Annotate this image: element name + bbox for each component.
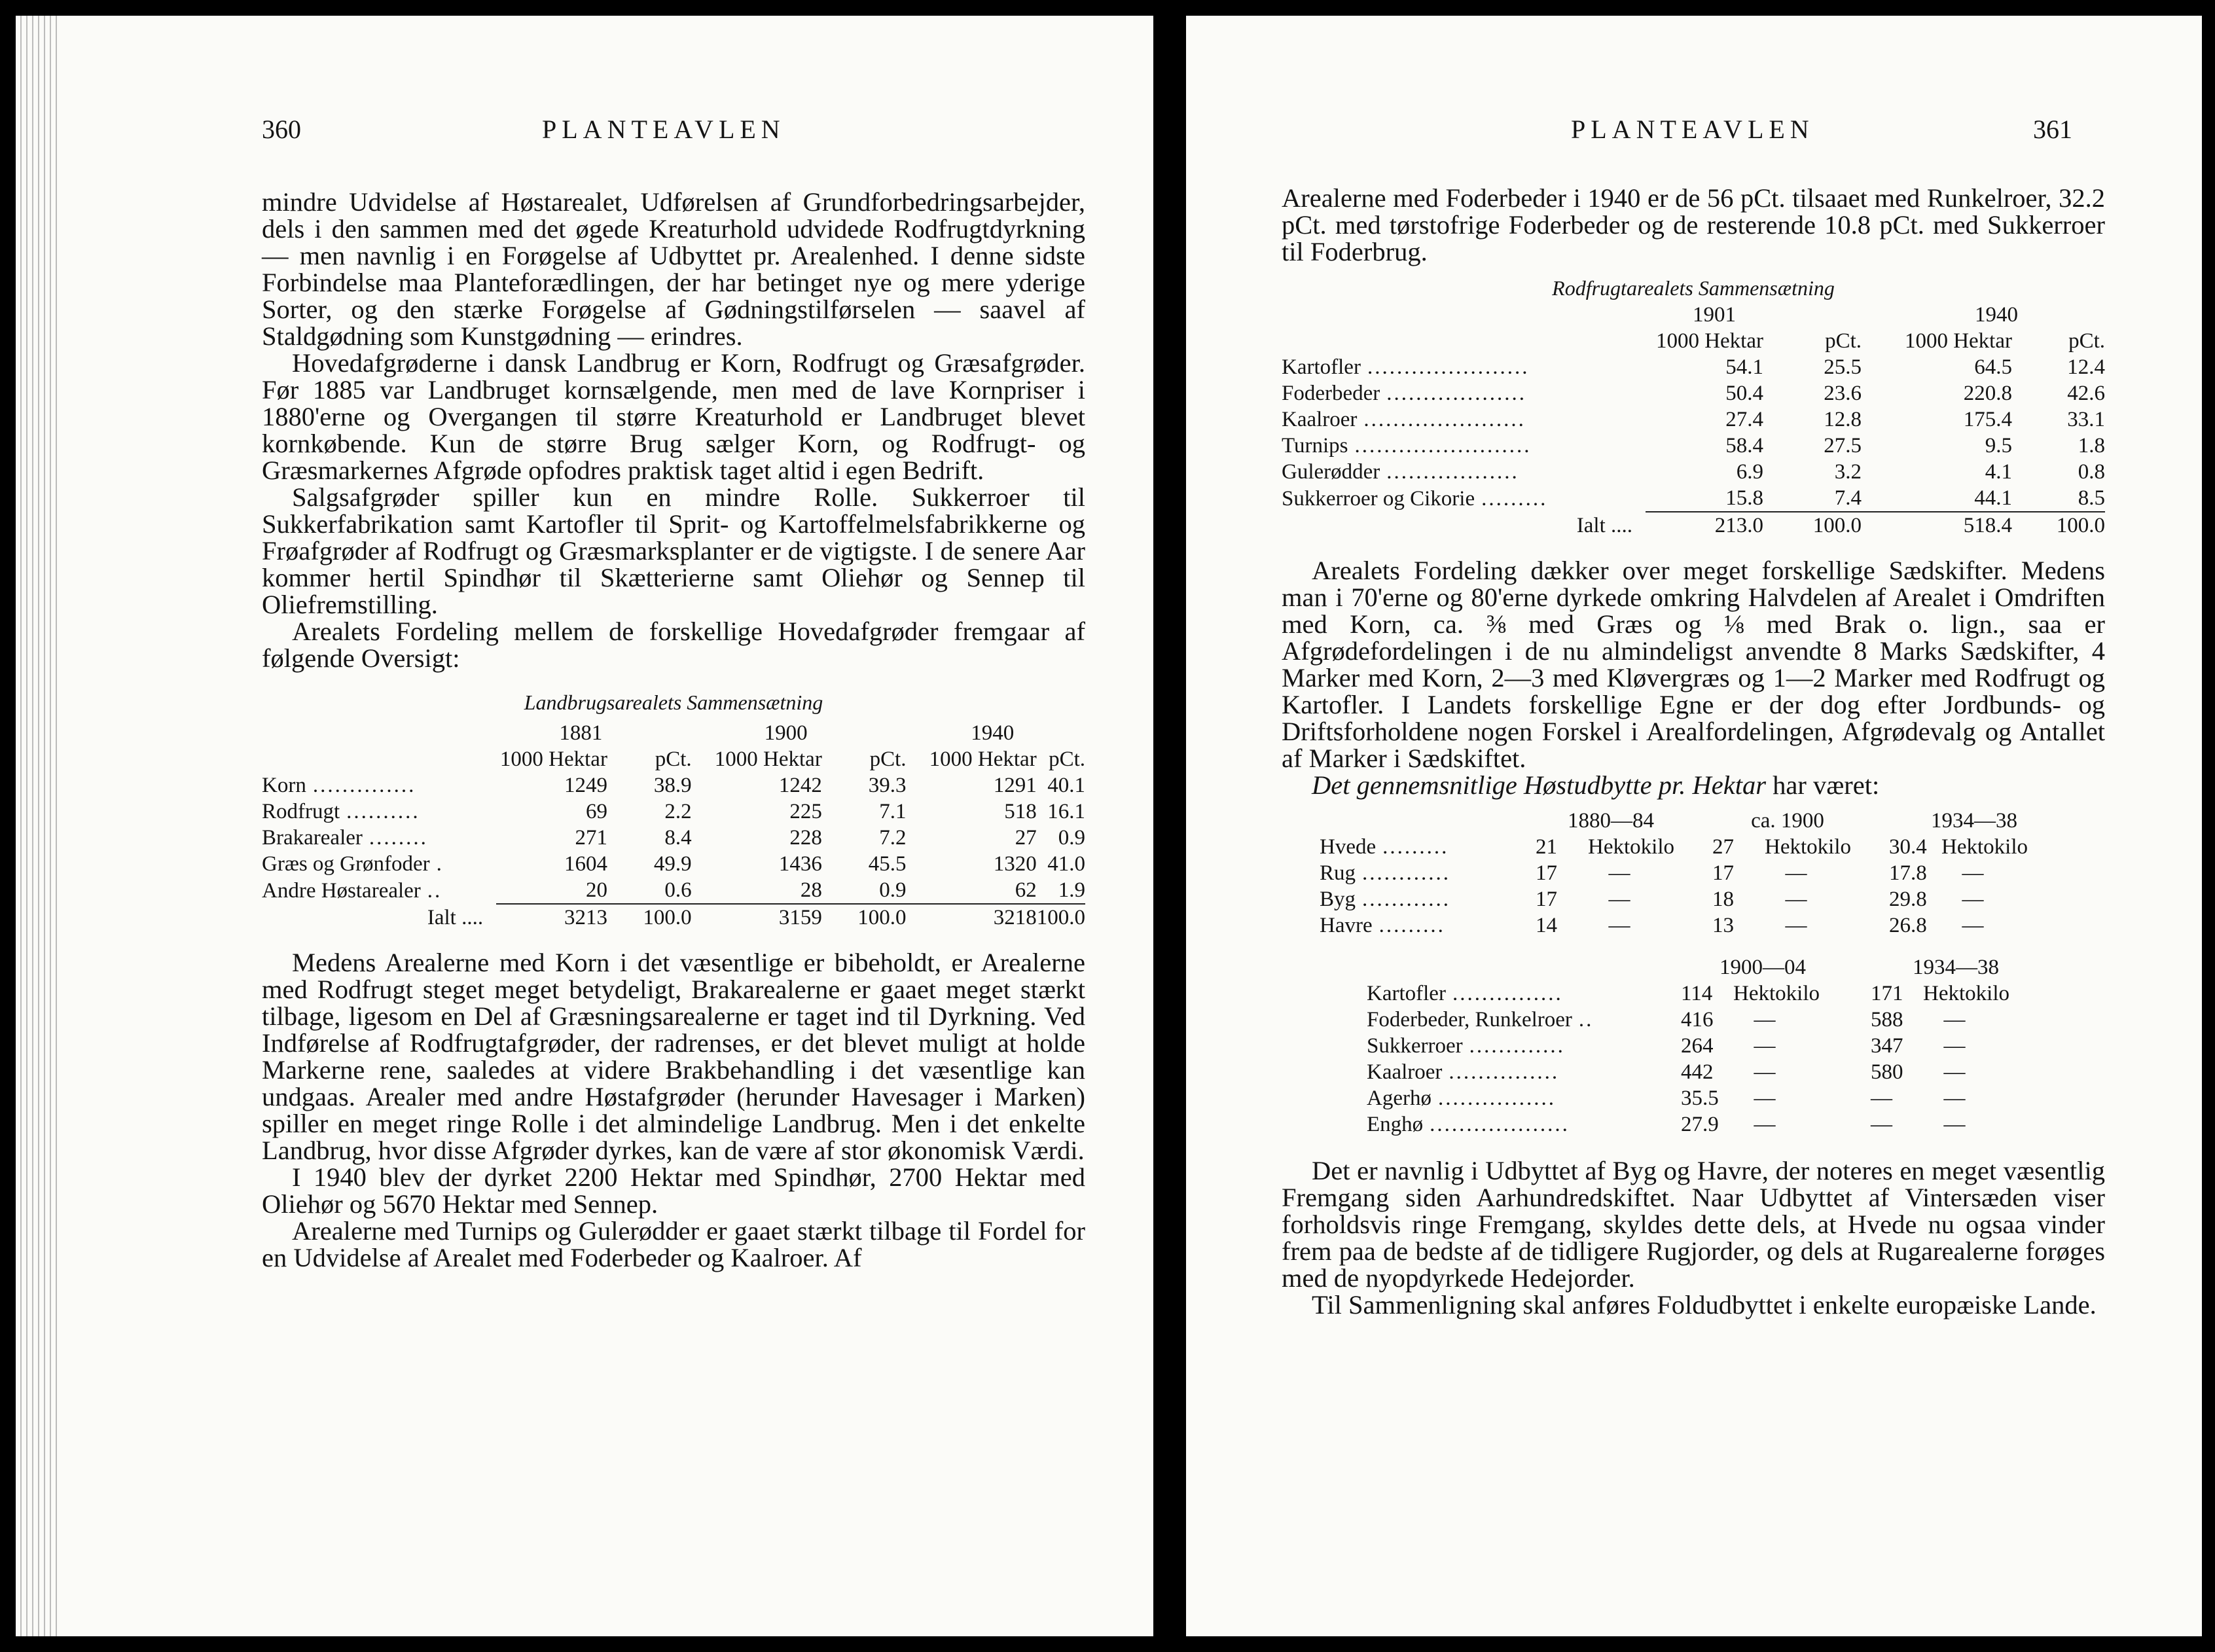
table-cell: 64.5: [1974, 355, 2012, 379]
table-cell: 42.6: [2067, 382, 2105, 405]
table-caption: Landbrugsarealets Sammensætning: [524, 691, 823, 714]
table-cell: 271: [575, 826, 607, 850]
running-head: PLANTEAVLEN: [542, 115, 785, 144]
right-page: [1186, 16, 2202, 1636]
row-label: Sukkerroer og Cikorie .........: [1282, 486, 1548, 511]
yield-cell: 35.5 —: [1681, 1086, 1776, 1110]
table-cell: 12.8: [1824, 408, 1862, 431]
table-row: [1282, 459, 2105, 485]
right-body: [1282, 185, 2105, 1318]
paragraph: Medens Arealerne med Korn i det væsentlige er bibeholdt, er Arealerne med Rodfrugt steget meget betydeligt, Brakarealerne er gaaet meget stærkt tilbage, ligesom en Del af Græsningsarealerne er taget ind til Dyrkning. Ved Indførelse af Rodfrugtafgrøder, der radrenses, er det blevet muligt at holde Markerne rene, saaledes at videre Brakbehandling i det væsentlige kan undgaas. Arealer med andre Høstafgrøder (herunder Havesager i Marken) spiller en meget ringe Rolle i det almindelige Landbrug. Men i det enkelte Landbrug, hvor disse Afgrøder dyrkes, kan de være af stor økonomisk Værdi.: [262, 948, 1085, 1165]
yield-cell: 347 —: [1871, 1034, 1966, 1058]
table-cell: 27.4: [1725, 408, 1763, 431]
table-cell: 1320: [993, 852, 1037, 876]
table-row: [1282, 354, 2105, 380]
table-cell: 1249: [564, 774, 607, 797]
table-cell: 62: [1015, 878, 1037, 902]
table-cell: 7.1: [879, 800, 907, 823]
table-cell: 69: [585, 800, 607, 823]
yield-cell: 416 —: [1681, 1008, 1776, 1032]
table-cell: 44.1: [1974, 486, 2012, 510]
row-label: Agerhø ................: [1367, 1086, 1556, 1110]
table-cell: 27: [1015, 826, 1037, 850]
paragraph: Arealets Fordeling dækker over meget forskellige Sædskifter. Medens man i 70'erne og 80'erne dyrkede omkring Halvdelen af Arealet i Omdriften med Korn, ca. ⅜ med Græs og ⅛ med Brak o. lign., saa er Afgrødefordelingen i de nu almindeligst anvendte 8 Marks Sædskifter, 4 Marker med Korn, 2—3 med Kløvergræs og 1—2 Marker med Rodfrugt og Kartofler. I Landets forskellige Egne er der dog efter Jordbunds- og Driftsforholdene nogen Forskel i Arealfordelingen, Afgrødevalg og Antallet af Marker i Sædskiftet.: [1282, 556, 2105, 773]
row-label: Kaalroer ...............: [1367, 1060, 1560, 1084]
table-cell: 0.8: [2078, 460, 2105, 484]
table-row: [262, 877, 1085, 904]
yield-table-roots: [1367, 954, 2054, 1138]
yield-row: [1367, 1007, 2054, 1033]
table-cell: 39.3: [868, 774, 907, 797]
left-page: [16, 16, 1153, 1636]
row-label: Korn ..............: [262, 774, 416, 797]
table-cell: 23.6: [1824, 382, 1862, 405]
table-cell: 2.2: [664, 800, 692, 823]
yield-cell: 17 —: [1536, 861, 1630, 885]
table-cell: 518: [1004, 800, 1037, 823]
table-cell: 7.2: [879, 826, 907, 850]
table-cell: 50.4: [1725, 382, 1763, 405]
yield-cell: 264 —: [1681, 1034, 1776, 1058]
yield-cell: 26.8 —: [1889, 914, 1984, 937]
paragraph: Til Sammenligning skal anføres Foldudbyttet i enkelte europæiske Lande.: [1312, 1290, 2097, 1320]
row-label: Andre Høstarealer ..: [262, 878, 442, 903]
yield-cell: 18 —: [1712, 888, 1807, 911]
page-number: 360: [262, 115, 301, 144]
yield-row: [1367, 980, 2054, 1007]
table-cell: 40.1: [1047, 774, 1085, 797]
row-label: Hvede .........: [1320, 835, 1449, 859]
table-cell: 220.8: [1963, 382, 2012, 405]
table-row: [262, 825, 1085, 851]
table-cell: 38.9: [653, 774, 692, 797]
yield-row: [1320, 860, 2072, 886]
yield-cell: — —: [1871, 1113, 1966, 1136]
table-cell: 7.4: [1834, 486, 1862, 510]
page-number: 361: [2033, 115, 2072, 144]
table-header-years: 1901 1940: [1693, 303, 2018, 327]
table-cell: 54.1: [1725, 355, 1763, 379]
table-cell: 25.5: [1824, 355, 1862, 379]
table-cell: 0.6: [664, 878, 692, 902]
paragraph: Arealets Fordeling mellem de forskellige Hovedafgrøder fremgaar af følgende Oversigt:: [262, 617, 1085, 673]
table-cell: 28: [800, 878, 822, 902]
yield-cell: 30.4 Hektokilo: [1889, 835, 2028, 859]
table-cell: 33.1: [2067, 408, 2105, 431]
table-cell: 41.0: [1047, 852, 1085, 876]
paragraph: Arealerne med Foderbeder i 1940 er de 56 pCt. tilsaaet med Runkelroer, 32.2 pCt. med tørstofrige Foderbeder og de resterende 10.8 pCt. med Sukkerroer til Foderbrug.: [1282, 183, 2105, 266]
table-cell: 9.5: [1985, 434, 2012, 458]
table-header-units: 1000 Hektar pCt. 1000 Hektar pCt. 1000 Hektar pCt.: [499, 747, 1085, 771]
paragraph: Det gennemsnitlige Høstudbytte pr. Hektar har været:: [1312, 770, 1880, 800]
running-head: PLANTEAVLEN: [1571, 115, 1814, 144]
table-cell: 175.4: [1963, 408, 2012, 431]
table-cell: 4.1: [1985, 460, 2012, 484]
table-cell: 58.4: [1725, 434, 1763, 458]
yield-cell: 14 —: [1536, 914, 1630, 937]
table-cell: 20: [585, 878, 607, 902]
row-label: Brakarealer ........: [262, 826, 428, 850]
yield-cell: 171 Hektokilo: [1871, 982, 2009, 1005]
table-row: [1282, 406, 2105, 433]
row-label: Enghø ...................: [1367, 1113, 1570, 1136]
yield-cell: 588 —: [1871, 1008, 1966, 1032]
row-label: Rodfrugt ..........: [262, 800, 420, 823]
table-row: [262, 799, 1085, 825]
table-row: [1282, 433, 2105, 459]
table-header-years: 1881 1900 1940: [559, 721, 1015, 745]
root-crop-table: [1282, 302, 2105, 539]
paragraph: Det er navnlig i Udbyttet af Byg og Havre, der noteres en meget væsentlig Fremgang siden Aarhundredskiftet. Naar Udbyttet af Vintersæden viser forholdsvis ringe Fremgang, skyldes dette dels, at Hvede nu ogsaa vinder frem paa de bedste af de tidligere Rugjorder, og dels at Rugarealerne forøges med de nyopdyrkede Hedejorder.: [1282, 1156, 2105, 1293]
row-label: Foderbeder, Runkelroer ..: [1367, 1008, 1594, 1032]
paragraph: I 1940 blev der dyrket 2200 Hektar med Spindhør, 2700 Hektar med Oliehør og 5670 Hektar med Sennep.: [262, 1162, 1085, 1219]
table-cell: 12.4: [2067, 355, 2105, 379]
table-cell: 0.9: [1058, 826, 1085, 850]
row-label: Rug ............: [1320, 861, 1451, 885]
table-cell: 27.5: [1824, 434, 1862, 458]
table-cell: 8.4: [664, 826, 692, 850]
table-cell: 1291: [993, 774, 1037, 797]
row-label: Sukkerroer .............: [1367, 1034, 1565, 1058]
yield-row: [1320, 834, 2072, 860]
yield-cell: 442 —: [1681, 1060, 1776, 1084]
table-cell: 45.5: [868, 852, 907, 876]
row-label: Turnips ........................: [1282, 434, 1532, 458]
yield-row: [1367, 1033, 2054, 1059]
yield-table-grains: [1320, 808, 2072, 939]
paragraph: Salgsafgrøder spiller kun en mindre Rolle. Sukkerroer til Sukkerfabrikation samt Kartofler til Sprit- og Kartoffelmelsfabrikkerne og Frøafgrøder af Rodfrugt og Græsmarksplanter er de vigtigste. I de senere Aar kommer hertil Spindhør til Skætterierne samt Oliehør og Sennep til Oliefremstilling.: [262, 482, 1085, 619]
row-label: Foderbeder ...................: [1282, 382, 1527, 405]
table-total-row: Ialt .... 213.0 100.0 518.4 100.0: [1282, 512, 2105, 539]
paragraph: Hovedafgrøderne i dansk Landbrug er Korn, Rodfrugt og Græsafgrøder. Før 1885 var Landbruget kornsælgende, men med de lave Kornpriser i 1880'erne og Overgangen til større Kreaturhold er Landbruget blevet kornkøbende. Kun de større Brug sælger Korn, og Rodfrugt- og Græsmarkernes Afgrøde opfodres praktisk taget altid i egen Bedrift.: [262, 348, 1085, 485]
yield-row: [1320, 886, 2072, 912]
yield-header: 1900—04 1934—38: [1720, 956, 1999, 979]
table-cell: 8.5: [2078, 486, 2105, 510]
yield-cell: 29.8 —: [1889, 888, 1984, 911]
table-row: [1282, 380, 2105, 406]
table-cell: 3.2: [1834, 460, 1862, 484]
yield-row: [1367, 1059, 2054, 1085]
table-header-units: 1000 Hektar pCt. 1000 Hektar pCt.: [1655, 329, 2105, 353]
table-caption: Rodfrugtarealets Sammensætning: [1552, 276, 1835, 300]
yield-row: [1367, 1111, 2054, 1138]
table-row: [1282, 485, 2105, 512]
table-row: [262, 772, 1085, 799]
table-cell: 0.9: [879, 878, 907, 902]
row-label: Gulerødder ..................: [1282, 460, 1519, 484]
yield-header: 1880—84 ca. 1900 1934—38: [1568, 809, 2017, 833]
yield-cell: 114 Hektokilo: [1681, 982, 1820, 1005]
yield-cell: 27.9 —: [1681, 1113, 1776, 1136]
yield-row: [1320, 912, 2072, 939]
yield-row: [1367, 1085, 2054, 1111]
land-use-table: [262, 720, 1085, 931]
yield-cell: 13 —: [1712, 914, 1807, 937]
table-cell: 1604: [564, 852, 607, 876]
page-edges: [16, 16, 62, 1636]
row-label: Kartofler ...............: [1367, 982, 1563, 1005]
row-label: Kaalroer ......................: [1282, 408, 1526, 431]
left-body: [262, 189, 1085, 1271]
table-cell: 1.8: [2078, 434, 2105, 458]
table-cell: 49.9: [653, 852, 692, 876]
yield-cell: 21 Hektokilo: [1536, 835, 1674, 859]
yield-cell: 17.8 —: [1889, 861, 1984, 885]
yield-cell: 27 Hektokilo: [1712, 835, 1851, 859]
paragraph: Arealerne med Turnips og Gulerødder er gaaet stærkt tilbage til Fordel for en Udvidelse af Arealet med Foderbeder og Kaalroer. Af: [262, 1216, 1085, 1272]
table-row: [262, 851, 1085, 877]
yield-cell: — —: [1871, 1086, 1966, 1110]
yield-cell: 580 —: [1871, 1060, 1966, 1084]
table-cell: 6.9: [1736, 460, 1763, 484]
row-label: Havre .........: [1320, 914, 1445, 937]
yield-cell: 17 —: [1712, 861, 1807, 885]
table-cell: 228: [789, 826, 822, 850]
table-cell: 1436: [778, 852, 822, 876]
table-cell: 1242: [778, 774, 822, 797]
table-cell: 1.9: [1058, 878, 1085, 902]
table-total-row: Ialt .... 3213 100.0 3159 100.0 3218 100.0: [262, 904, 1085, 931]
table-cell: 15.8: [1725, 486, 1763, 510]
row-label: Kartofler ......................: [1282, 355, 1530, 379]
yield-cell: 17 —: [1536, 888, 1630, 911]
row-label: Byg ............: [1320, 888, 1451, 911]
row-label: Græs og Grønfoder .: [262, 852, 444, 876]
table-cell: 16.1: [1047, 800, 1085, 823]
paragraph: mindre Udvidelse af Høstarealet, Udførelsen af Grundforbedringsarbejder, dels i den sammen med det øgede Kreaturhold udvidede Rodfrugtdyrkning — men navnlig i en Forøgelse af Udbyttet pr. Arealenhed. I denne sidste Forbindelse maa Planteforædlingen, der har betinget nye og mere yderige Sorter, og den stærke Forøgelse af Gødningstilførselen — saavel af Staldgødning som Kunstgødning — erindres.: [262, 187, 1085, 351]
table-cell: 225: [789, 800, 822, 823]
